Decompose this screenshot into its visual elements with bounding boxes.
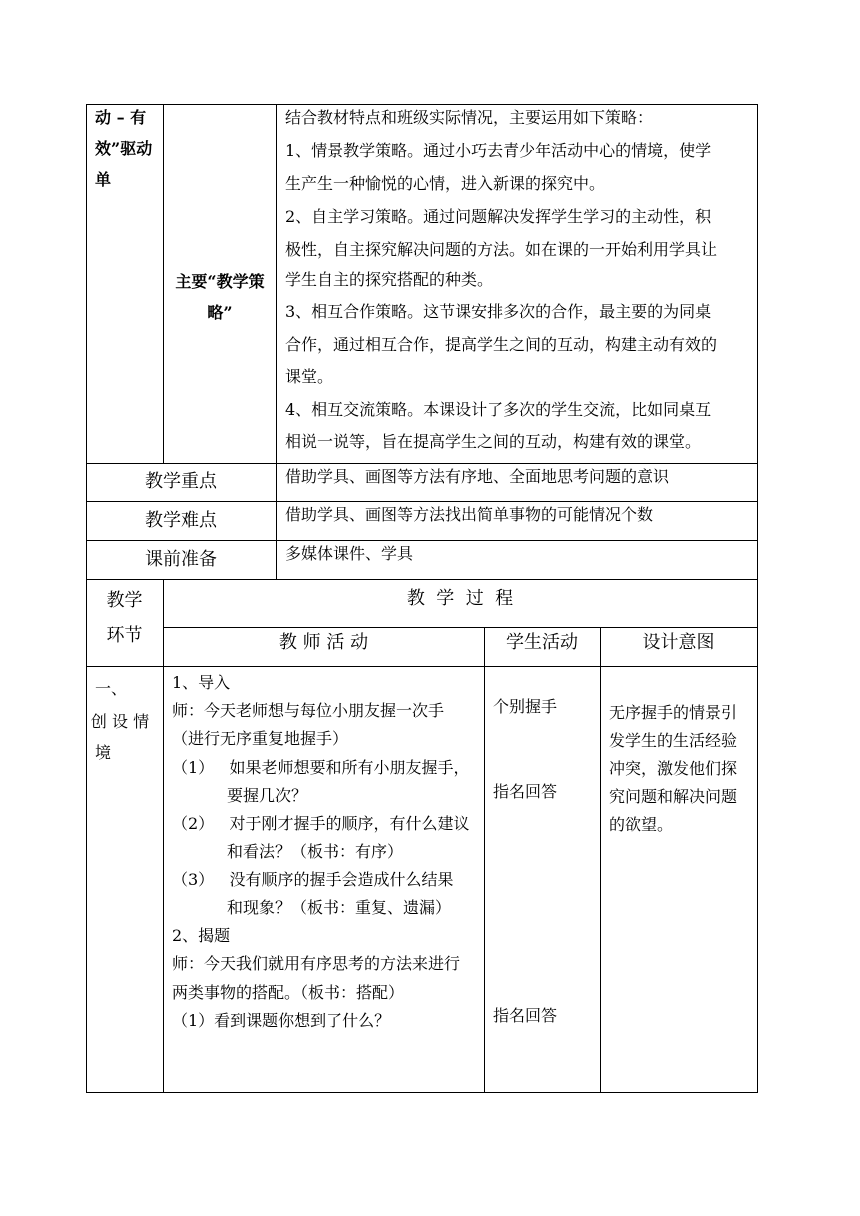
col-design-intent: 设计意图 — [642, 632, 715, 653]
strategy-label-line-2: 略” — [207, 303, 233, 322]
stage-line: 一、 — [95, 679, 128, 698]
vline — [163, 104, 164, 464]
teacher-line: 师：今天老师想与每位小朋友握一次手 — [172, 701, 445, 720]
teacher-line: （1）看到课题你想到了什么？ — [172, 1011, 391, 1030]
hline — [86, 1092, 758, 1093]
teacher-line: 两类事物的搭配。（板书：搭配） — [172, 983, 405, 1002]
teacher-line: 2、揭题 — [172, 926, 231, 945]
strategy-line: 合作，通过相互合作，提高学生之间的互动，构建主动有效的 — [285, 335, 718, 354]
design-line: 究问题和解决问题 — [609, 787, 738, 806]
design-line: 无序握手的情景引 — [609, 703, 738, 722]
teacher-line: 要握几次？ — [227, 786, 308, 805]
design-line: 的欲望。 — [609, 815, 674, 834]
design-line: 发学生的生活经验 — [609, 731, 738, 750]
section-label-line-2: 环节 — [106, 625, 143, 646]
teacher-line: （1） 如果老师想要和所有小朋友握手， — [172, 758, 470, 777]
difficulty-text: 借助学具、画图等方法找出简单事物的可能情况个数 — [285, 505, 654, 524]
teacher-line: 和现象？（板书：重复、遗漏） — [227, 898, 452, 917]
vline — [276, 104, 277, 580]
difficulty-label: 教学难点 — [145, 510, 217, 531]
strategy-line: 课堂。 — [285, 367, 334, 386]
key-point-label: 教学重点 — [145, 471, 217, 492]
design-line: 冲突，激发他们探 — [609, 759, 738, 778]
strategy-line: 极性，自主探究解决问题的方法。如在课的一开始利用学具让 — [285, 240, 718, 259]
student-activity-item: 指名回答 — [493, 1006, 558, 1025]
strategy-line: 2、自主学习策略。通过问题解决发挥学生学习的主动性，积 — [285, 207, 712, 226]
teacher-line: 师：今天我们就用有序思考的方法来进行 — [172, 954, 461, 973]
stage-line: 境 — [95, 743, 112, 762]
driver-label-line-2: 效”驱动 — [95, 139, 153, 158]
strategy-line: 学生自主的探究搭配的种类。 — [285, 270, 494, 289]
prep-text: 多媒体课件、学具 — [285, 544, 414, 563]
vline — [484, 627, 485, 1093]
strategy-line: 4、相互交流策略。本课设计了多次的学生交流，比如同桌互 — [285, 400, 712, 419]
prep-label: 课前准备 — [145, 549, 217, 570]
strategy-line: 生产生一种愉悦的心情，进入新课的探究中。 — [285, 174, 606, 193]
strategy-label-line-1: 主要“教学策 — [175, 272, 265, 291]
teacher-line: （进行无序重复地握手） — [172, 729, 349, 748]
student-activity-item: 个别握手 — [493, 697, 558, 716]
strategy-line: 3、相互合作策略。这节课安排多次的合作，最主要的为同桌 — [285, 302, 712, 321]
teacher-line: 1、导入 — [172, 673, 231, 692]
vline — [757, 104, 758, 1093]
vline — [600, 627, 601, 1093]
driver-label-line-3: 单 — [95, 170, 112, 189]
stage-line: 创 设 情 — [90, 712, 150, 731]
col-teacher-activity: 教 师 活 动 — [278, 632, 369, 653]
strategy-line: 1、情景教学策略。通过小巧去青少年活动中心的情境，使学 — [285, 141, 712, 160]
teacher-line: （3） 没有顺序的握手会造成什么结果 — [172, 870, 454, 889]
driver-label-line-1: 动 – 有 — [95, 108, 147, 127]
key-point-text: 借助学具、画图等方法有序地、全面地思考问题的意识 — [285, 467, 670, 486]
col-student-activity: 学生活动 — [506, 632, 578, 653]
section-label-line-1: 教学 — [106, 590, 143, 611]
teacher-line: 和看法？（板书：有序） — [227, 842, 404, 861]
process-title: 教 学 过 程 — [406, 588, 514, 609]
teacher-line: （2） 对于刚才握手的顺序，有什么建议 — [172, 814, 470, 833]
strategy-line: 结合教材特点和班级实际情况，主要运用如下策略： — [285, 108, 654, 127]
student-activity-item: 指名回答 — [493, 782, 558, 801]
strategy-line: 相说一说等，旨在提高学生之间的互动，构建有效的课堂。 — [285, 432, 702, 451]
